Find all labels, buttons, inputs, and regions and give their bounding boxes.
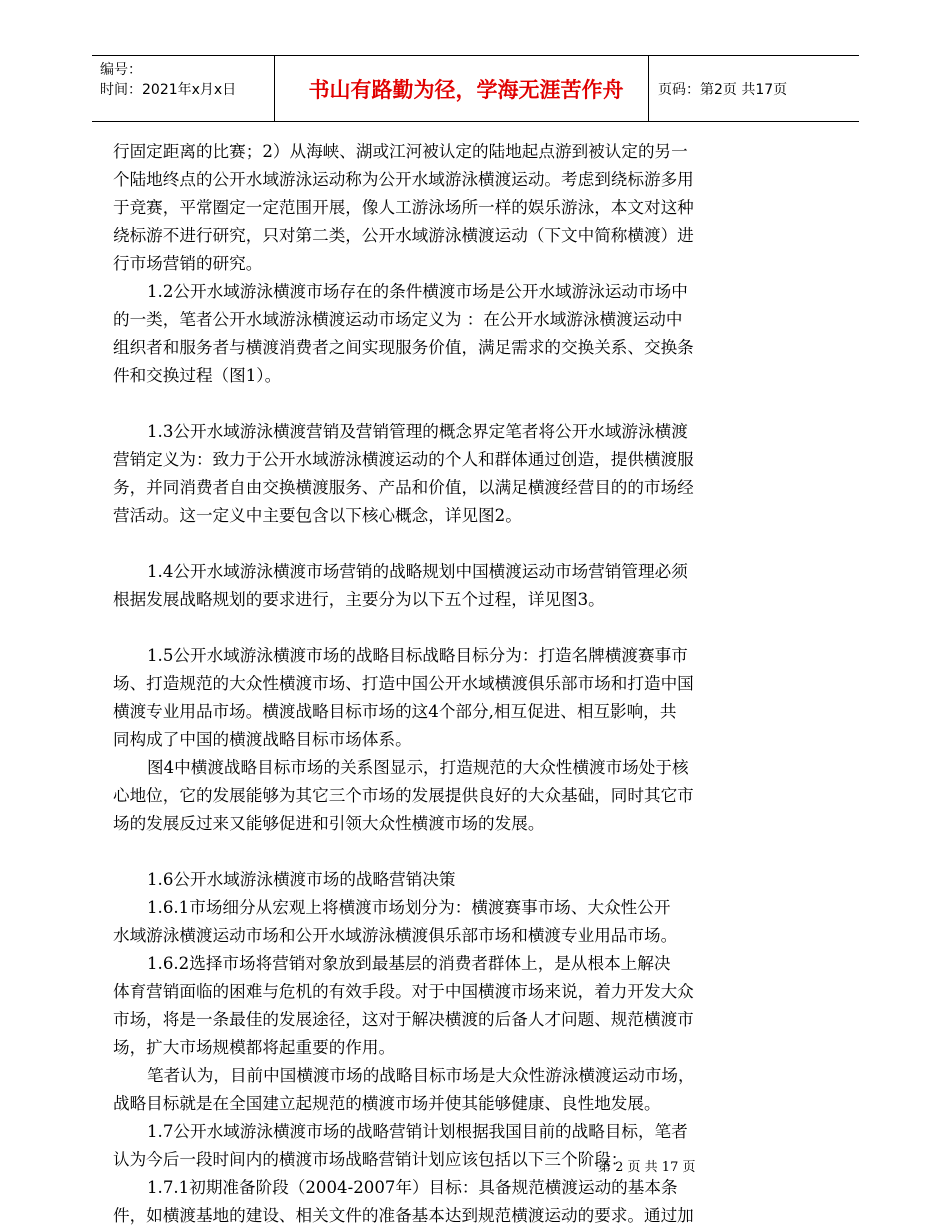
text-line: 同构成了中国的横渡战略目标市场体系。: [113, 730, 412, 749]
text-line: 1.2公开水域游泳横渡市场存在的条件横渡市场是公开水域游泳运动市场中: [147, 282, 688, 301]
text-line: 横渡专业用品市场。横渡战略目标市场的这4个部分,相互促进、相互影响，共: [113, 702, 677, 721]
text-line: 营活动。这一定义中主要包含以下核心概念，详见图2。: [113, 506, 522, 525]
text-line: 件和交换过程（图1）。: [113, 366, 282, 385]
text-line: 认为今后一段时间内的横渡市场战略营销计划应该包括以下三个阶段：: [113, 1150, 628, 1169]
text-line: 战略目标就是在全国建立起规范的横渡市场并使其能够健康、良性地发展。: [113, 1094, 661, 1113]
text-line: 1.7.1初期准备阶段（2004-2007年）目标：具备规范横渡运动的基本条: [147, 1178, 678, 1197]
text-line: 根据发展战略规划的要求进行，主要分为以下五个过程，详见图3。: [113, 590, 605, 609]
blank-line: [113, 614, 773, 642]
header-time-label: 时间：2021年x月x日: [100, 82, 237, 98]
text-line: 1.4公开水域游泳横渡市场营销的战略规划中国横渡运动市场营销管理必须: [147, 562, 688, 581]
text-line: 1.6公开水域游泳横渡市场的战略营销决策: [147, 870, 456, 889]
text-line: 1.7公开水域游泳横渡市场的战略营销计划根据我国目前的战略目标，笔者: [147, 1122, 688, 1141]
text-line: 1.3公开水域游泳横渡营销及营销管理的概念界定笔者将公开水域游泳横渡: [147, 422, 688, 441]
document-body: [113, 138, 773, 1230]
text-line: 场的发展反过来又能够促进和引领大众性横渡市场的发展。: [113, 814, 545, 833]
blank-line: [113, 390, 773, 418]
text-line: 1.6.1市场细分从宏观上将横渡市场划分为：横渡赛事市场、大众性公开: [147, 898, 671, 917]
blank-line: [113, 838, 773, 866]
text-line: 于竞赛，平常圈定一定范围开展，像人工游泳场所一样的娱乐游泳，本文对这种: [113, 198, 694, 217]
footer-page-number: 第 2 页 共 17 页: [598, 1160, 696, 1175]
text-line: 务，并同消费者自由交换横渡服务、产品和价值，以满足横渡经营目的的市场经: [113, 478, 694, 497]
text-line: 件，如横渡基地的建设、相关文件的准备基本达到规范横渡运动的要求。通过加: [113, 1206, 694, 1225]
text-line: 市场，将是一条最佳的发展途径，这对于解决横渡的后备人才问题、规范横渡市: [113, 1010, 694, 1029]
header-page-label: 页码：第2页 共17页: [658, 81, 788, 98]
page-header: [92, 55, 859, 122]
text-line: 的一类，笔者公开水域游泳横渡运动市场定义为 ：在公开水域游泳横渡运动中: [113, 310, 683, 329]
text-line: 个陆地终点的公开水域游泳运动称为公开水域游泳横渡运动。考虑到绕标游多用: [113, 170, 694, 189]
header-number-label: 编号：: [100, 62, 142, 78]
text-line: 绕标游不进行研究，只对第二类，公开水域游泳横渡运动（下文中简称横渡）进: [113, 226, 694, 245]
text-line: 组织者和服务者与横渡消费者之间实现服务价值，满足需求的交换关系、交换条: [113, 338, 694, 357]
text-line: 心地位，它的发展能够为其它三个市场的发展提供良好的大众基础，同时其它市: [113, 786, 694, 805]
header-motto: 书山有路勤为径，学海无涯苦作舟: [308, 77, 624, 102]
text-line: 笔者认为，目前中国横渡市场的战略目标市场是大众性游泳横渡运动市场，: [147, 1066, 695, 1085]
text-line: 体育营销面临的困难与危机的有效手段。对于中国横渡市场来说，着力开发大众: [113, 982, 694, 1001]
text-line: 行固定距离的比赛；2）从海峡、湖或江河被认定的陆地起点游到被认定的另一: [113, 142, 688, 161]
text-line: 1.5公开水域游泳横渡市场的战略目标战略目标分为：打造名牌横渡赛事市: [147, 646, 688, 665]
text-line: 图4中横渡战略目标市场的关系图显示，打造规范的大众性横渡市场处于核: [147, 758, 689, 777]
header-divider: [648, 55, 649, 122]
text-line: 场，扩大市场规模都将起重要的作用。: [113, 1038, 396, 1057]
header-divider: [274, 55, 275, 122]
text-line: 行市场营销的研究。: [113, 254, 263, 273]
text-line: 水域游泳横渡运动市场和公开水域游泳横渡俱乐部市场和横渡专业用品市场。: [113, 926, 678, 945]
text-line: 1.6.2选择市场将营销对象放到最基层的消费者群体上，是从根本上解决: [147, 954, 671, 973]
header-meta: [100, 60, 236, 100]
blank-line: [113, 530, 773, 558]
text-line: 场、打造规范的大众性横渡市场、打造中国公开水域横渡俱乐部市场和打造中国: [113, 674, 694, 693]
text-line: 营销定义为：致力于公开水域游泳横渡运动的个人和群体通过创造，提供横渡服: [113, 450, 694, 469]
